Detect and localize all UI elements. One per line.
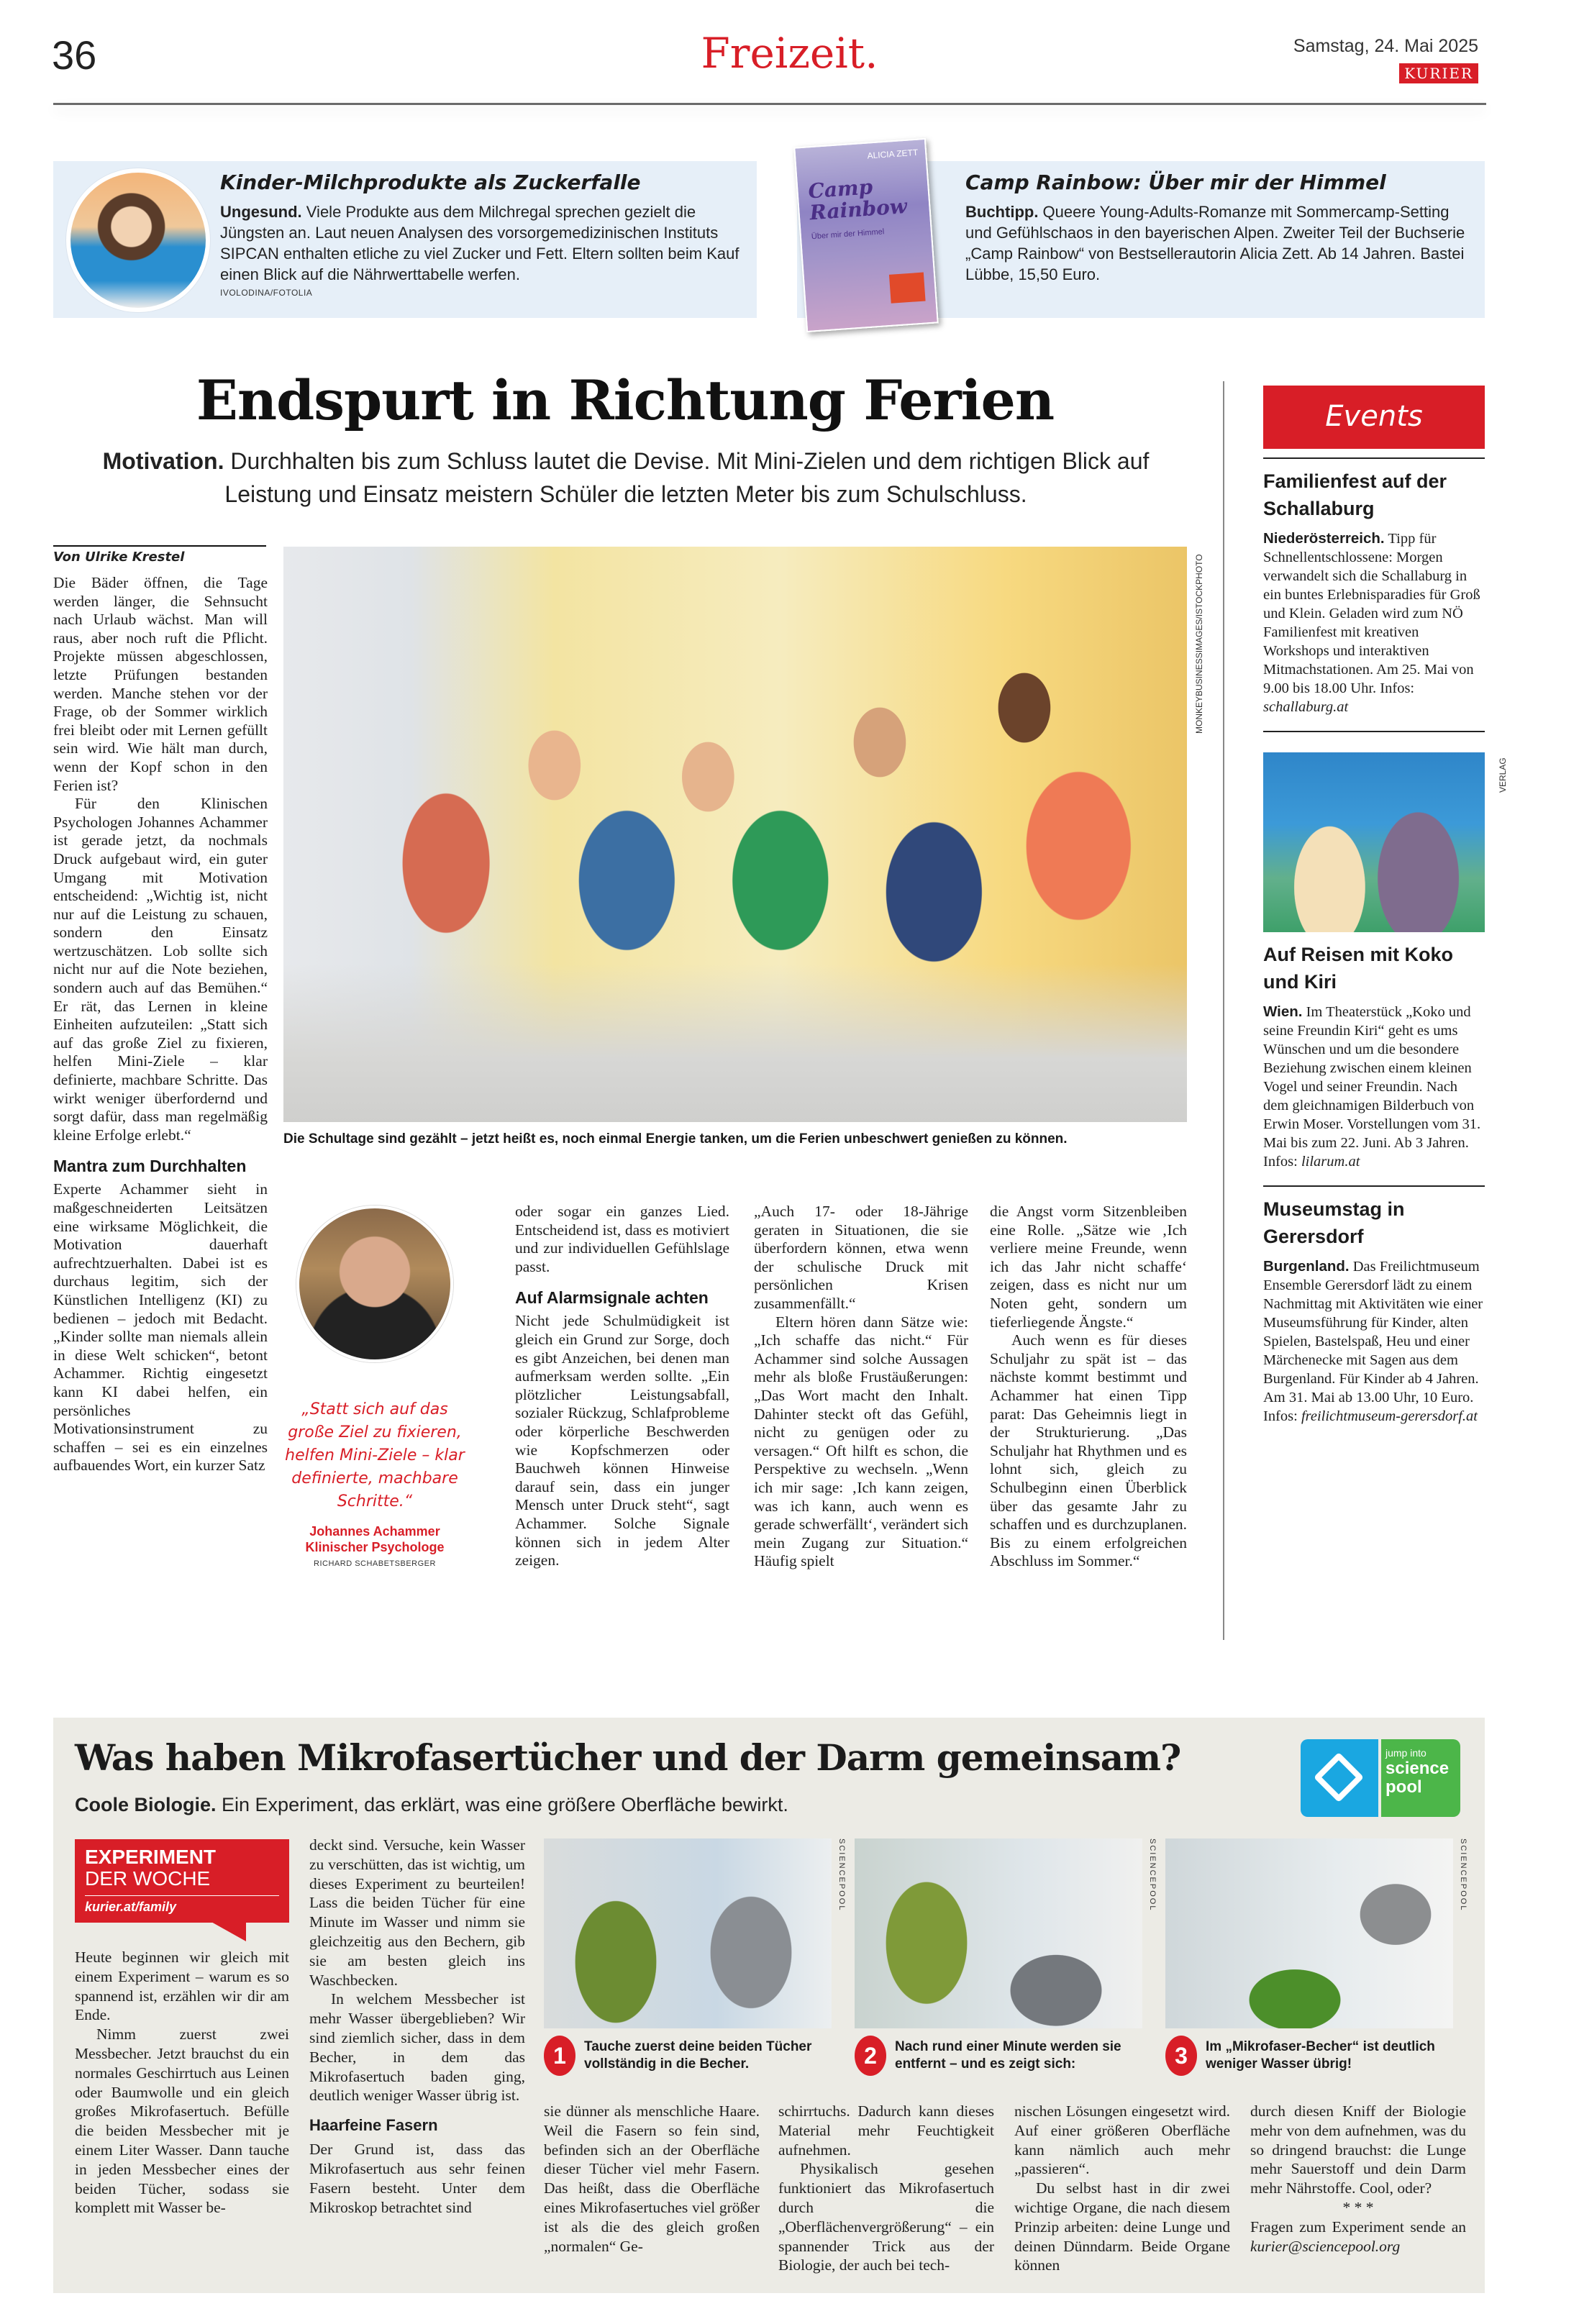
koko-kiri-plush-photo [1263, 752, 1485, 932]
dek-text: Ein Experiment, das erklärt, was eine größere Oberfläche bewirkt. [216, 1794, 788, 1815]
teaser-title: Kinder-Milchprodukte als Zuckerfalle [220, 170, 641, 194]
experiment-step-2 [855, 2036, 1150, 2076]
badge-divider [85, 1895, 279, 1896]
child-eating-yogurt-photo [66, 168, 210, 312]
teaser-kicker: Buchtipp. [965, 203, 1039, 221]
subheading: Auf Alarmsignale achten [515, 1288, 709, 1308]
paragraph: Der Grund ist, dass das Mikrofasertuch aus sehr feinen Fasern besteht. Unter dem Mikroskop betrachtet sind [309, 2141, 525, 2216]
paragraph: „Auch 17- oder 18-Jährige geraten in Situationen, die sie überfordern können, etwa wenn der schulische Druck mit persönlichen Krisen zusammenfällt.“ [754, 1203, 968, 1312]
column-divider [1223, 381, 1224, 1640]
paragraph: Heute beginnen wir gleich mit einem Experiment – warum es so spannend ist, erzählen wir dir am Ende. [75, 1949, 289, 2024]
pull-quote-block [285, 1206, 465, 1568]
logo-arrow-icon [1314, 1752, 1364, 1803]
paragraph: durch diesen Kniff der Biologie mehr von dem aufnehmen, was du so dringend brauchst: die Lunge mehr Sauerstoff und dein Darm mehr Nährstoffe. Cool, oder? [1250, 2102, 1466, 2197]
subheading: Haarfeine Fasern [309, 2116, 438, 2135]
photo-credit: SCIENCEPOOL [837, 1838, 846, 1912]
step-caption: Nach rund einer Minute werden sie entfernt – und es zeigt sich: [895, 2039, 1121, 2072]
byline-divider [53, 545, 266, 547]
teaser-paragraph [965, 201, 1469, 285]
experiment-badge [75, 1839, 289, 1923]
book-cover-badge [889, 273, 926, 304]
pull-quote: „Statt sich auf das große Ziel zu fixieren, helfen Mini-Ziele – klar definierte, machbare Schritte.“ [285, 1400, 465, 1510]
events-sidebar [1263, 386, 1508, 1426]
quote-person-role: Klinischer Psychologe [305, 1540, 445, 1554]
photo-credit: RICHARD SCHABETSBERGER [314, 1559, 436, 1568]
book-cover-image [793, 138, 939, 332]
paragraph: die Angst vorm Sitzenbleiben eine Rolle. „Sätze wie ‚Ich verliere meine Freunde, wenn ich das Jahr nicht schaffe‘ zeigen, dass es nicht nur um Noten geht, sondern um tieferliegende Ängste.“ [990, 1203, 1187, 1331]
logo-line: jump into [1385, 1747, 1426, 1759]
contact-text: Fragen zum Experiment sende an [1250, 2218, 1466, 2236]
sciencepool-logo [1301, 1739, 1460, 1817]
subheading: Mantra zum Durchhalten [53, 1157, 247, 1176]
paragraph: schirrtuchs. Dadurch kann dieses Material mehr Feuchtigkeit aufnehmen. [778, 2102, 994, 2159]
paragraph: In welchem Messbecher ist mehr Wasser übergeblieben? Wir sind ziemlich sicher, dass in dem Becher, in dem das Mikrofasertuch baden ging, deutlich weniger Wasser übrig ist. [309, 1990, 525, 2105]
logo-line: science [1385, 1759, 1450, 1778]
experiment-step-1-photo [544, 1838, 832, 2028]
step-caption: Im „Mikrofaser-Becher“ ist deutlich weniger Wasser übrig! [1206, 2039, 1435, 2072]
students-running-photo [283, 547, 1187, 1122]
paragraph: Nimm zuerst zwei Messbecher. Jetzt brauchst du ein normales Geschirrtuch aus Leinen oder Baumwolle und ein gleich großes Mikrofasertuch. Befülle die beiden Messbecher mit je einem Liter Wasser. Dann tauche in jeden Messbecher eines der beiden Tücher, sodass sie komplett mit Wasser be- [75, 2025, 289, 2217]
book-cover-subtitle: Über mir der Himmel [811, 227, 885, 242]
photo-credit: VERLAG [1498, 757, 1508, 793]
events-divider [1263, 731, 1485, 732]
event-region: Niederösterreich. [1263, 530, 1385, 547]
teaser-title: Camp Rainbow: Über mir der Himmel [965, 170, 1386, 194]
article-column-4 [754, 1203, 968, 1571]
science-column-5 [1014, 2102, 1230, 2275]
article-column-1 [53, 574, 268, 1475]
science-column-2 [309, 1836, 525, 2217]
contact-email-link[interactable]: kurier@sciencepool.org [1250, 2237, 1401, 2255]
book-cover-title: Camp Rainbow [807, 175, 908, 225]
paragraph: Die Bäder öffnen, die Tage werden länger, die Sehnsucht nach Urlaub wächst. Man will raus, aber noch ruft die Pflicht. Projekte müssen abgeschlossen, letzte Prüfungen bestanden werden. Manche stehen vor der Frage, ob der Sommer wirklich frei bleibt oder mit Lernen gefüllt sein wird. Wie hält man durch, wenn der Kopf schon in den Ferien ist? [53, 574, 268, 794]
paragraph: sie dünner als menschliche Haare. Weil die Fasern so fein sind, befinden sich an der Oberfläche dieser Tücher viel mehr Fasern. Das heißt, dass die Oberfläche eines Mikrofasertuches viel größer ist als die des gleich großen „normalen“ Ge- [544, 2102, 760, 2255]
section-break-stars: * * * [1342, 2198, 1374, 2216]
events-header: Events [1263, 386, 1485, 449]
events-divider [1263, 1185, 1485, 1187]
paragraph: Du selbst hast in dir zwei wichtige Organe, die nach diesem Prinzip arbeiten: deine Lunge und deinen Dünndarm. Beide Organe können [1014, 2179, 1230, 2274]
book-cover-author: ALICIA ZETT [867, 147, 919, 161]
header-divider [53, 103, 1486, 105]
quote-person-name: Johannes Achammer [309, 1524, 440, 1539]
dek-kicker: Coole Biologie. [75, 1794, 217, 1815]
step-number-badge: 3 [1165, 2036, 1197, 2076]
sciencepool-logo-text [1381, 1739, 1460, 1817]
pull-quote-attribution [305, 1523, 444, 1555]
event-link[interactable]: freilichtmuseum-gerersdorf.at [1301, 1408, 1478, 1424]
section-title: Freizeit. [701, 29, 878, 78]
paragraph: deckt sind. Versuche, kein Wasser zu verschütten, das ist wichtig, um dieses Experiment zu beurteilen! Lass die beiden Tücher für eine Minute im Wasser und nimm sie gleichzeitig aus den Bechern, gib sie am besten gleich ins Waschbecken. [309, 1836, 525, 1989]
event-region: Wien. [1263, 1003, 1303, 1020]
contact-line [1250, 2218, 1466, 2256]
photo-credit: SCIENCEPOOL [1148, 1838, 1157, 1912]
science-dek [75, 1792, 1283, 1817]
paragraph: Auch wenn es für dieses Schuljahr zu spät ist – das nächste kommt bestimmt und Achammer hat einen Tipp parat: Das Geheimnis liegt in der Strukturierung. „Das Schuljahr hat Rhythmen und es lohnt sich, gleich zu Schulbeginn einen Überblick über das gesamte Jahr zu schaffen und es durchzuplanen. Bis zu einem erfolgreichen Abschluss im Sommer.“ [990, 1331, 1187, 1570]
event-text: Tipp für Schnellentschlossene: Morgen verwandelt sich die Schallaburg in ein buntes Erlebnisparadies für Groß und Klein. Geladen wird zum NÖ Familienfest mit kreativen Workshops und interaktiven Mitmachstationen. Am 25. Mai von 9.00 bis 18.00 Uhr. Infos: [1263, 531, 1480, 696]
paragraph: Eltern hören dann Sätze wie: „Ich schaffe das nicht.“ Für Achammer sind solche Aussagen mehr als bloße Frustäußerungen: „Das Wort macht den Inhalt. Dahinter steckt oft das Gefühl, nicht zu genügen oder zu versagen.“ Oft hilft es schon, die Perspektive zu wechseln. „Wenn ich mir sage: ‚Ich kann zeigen, was ich kann, auch wenn es gerade schwerfällt‘, verändert sich mein Zugang zur Situation.“ Häufig spielt [754, 1313, 968, 1570]
experiment-step-3-photo [1165, 1838, 1453, 2028]
article-headline: Endspurt in Richtung Ferien [196, 368, 1055, 432]
paragraph: oder sogar ein ganzes Lied. Entscheidend ist, dass es motiviert und zur individuellen Gefühlslage passt. [515, 1203, 729, 1275]
paragraph: Physikalisch gesehen funktioniert das Mikrofasertuch durch die „Oberflächenvergrößerung“ – ein spannender Trick aus der Biologie, der auch bei tech- [778, 2160, 994, 2274]
article-column-5 [990, 1203, 1187, 1571]
science-column-3 [544, 2102, 760, 2256]
science-column-4 [778, 2102, 994, 2275]
science-headline: Was haben Mikrofasertücher und der Darm gemeinsam? [75, 1736, 1181, 1779]
badge-link[interactable]: kurier.at/family [85, 1900, 177, 1914]
issue-date: Samstag, 24. Mai 2025 [1293, 36, 1478, 56]
event-photo-frame [1263, 752, 1508, 932]
dek-kicker: Motivation. [102, 448, 224, 474]
event-description [1263, 1003, 1486, 1171]
teaser-body: Viele Produkte aus dem Milchregal sprechen gezielt die Jüngsten an. Laut neuen Analysen des vorsorgemedizinischen Instituts SIPCAN enthalten etliche zu viel Zucker und Fett. Eltern sollten beim Kauf einen Blick auf die Nährwerttabelle werfen. [220, 203, 740, 283]
byline: Von Ulrike Krestel [53, 550, 185, 565]
event-title: Museumstag in Gerersdorf [1263, 1198, 1405, 1247]
event-description [1263, 1257, 1486, 1426]
photo-credit: MONKEYBUSINESSIMAGES/ISTOCKPHOTO [1194, 554, 1204, 734]
article-dek [94, 445, 1158, 511]
paragraph: Nicht jede Schulmüdigkeit ist gleich ein Grund zur Sorge, doch es gibt Anzeichen, bei denen man aufmerksam werden sollte. „Ein plötzlicher Leistungsabfall, sozialer Rückzug, Schlafprobleme oder körperliche Beschwerden wie Kopfschmerzen oder Bauchweh können Hinweise darauf sein, dass ein junger Mensch unter Druck steht“, sagt Achammer. Solche Signale können sich in jedem Alter zeigen. [515, 1312, 729, 1569]
article-column-3 [515, 1203, 729, 1570]
expert-portrait-photo [296, 1206, 453, 1362]
event-link[interactable]: schallaburg.at [1263, 699, 1349, 715]
step-number-badge: 1 [544, 2036, 575, 2076]
teaser-paragraph [220, 201, 745, 285]
event-text: Das Freilichtmuseum Ensemble Gerersdorf lädt zu einem Nachmittag mit Aktivitäten wie einer Museumsführung für Kinder, alten Spielen, Bastelspaß, Heu und einer Märchenecke mit Sagen aus dem Burgenland. Für Kinder ab 4 Jahren. Am 31. Mai ab 13.00 Uhr, 10 Euro. Infos: [1263, 1259, 1483, 1424]
step-caption: Tauche zuerst deine beiden Tücher vollständig in die Becher. [584, 2039, 812, 2072]
brand-logo: KURIER [1399, 63, 1478, 83]
photo-credit: IVOLODINA/FOTOLIA [220, 288, 313, 298]
photo-caption: Die Schultage sind gezählt – jetzt heißt es, noch einmal Energie tanken, um die Ferien unbeschwert genießen zu können. [283, 1131, 1068, 1147]
event-region: Burgenland. [1263, 1258, 1350, 1275]
logo-line: pool [1385, 1777, 1422, 1797]
science-column-6 [1250, 2102, 1466, 2256]
event-description [1263, 529, 1486, 716]
dek-text: Durchhalten bis zum Schluss lautet die Devise. Mit Mini-Zielen und dem richtigen Blick auf Leistung und Einsatz meistern Schüler die letzten Meter bis zum Schulschluss. [224, 448, 1150, 507]
teaser-body: Queere Young-Adults-Romanze mit Sommercamp-Setting und Gefühlschaos in den bayerischen Alpen. Zweiter Teil der Buchserie „Camp Rainbow“ von Bestsellerautorin Alicia Zett. Ab 14 Jahren. Bastei Lübbe, 15,50 Euro. [965, 203, 1465, 283]
experiment-step-1 [544, 2036, 839, 2076]
sciencepool-logo-mark [1301, 1739, 1378, 1817]
experiment-step-3 [1165, 2036, 1460, 2076]
paragraph: Experte Achammer sieht in maßgeschneiderten Leitsätzen eine wirksame Möglichkeit, die Motivation dauerhaft aufrechtzuerhalten. Dabei ist es durchaus legitim, sich der Künstlichen Intelligenz (KI) zu bedienen – jedoch mit Bedacht. „Kinder sollte man niemals allein in diese Welt schicken“, betont Achammer. Richtig eingesetzt kann KI dabei helfen, ein persönliches Motivationsinstrument zu schaffen – sei es ein einzelnes aufbauendes Wort, ein kurzer Satz [53, 1180, 268, 1475]
badge-line: DER WOCHE [85, 1867, 211, 1890]
teaser-milk-content [220, 170, 745, 298]
science-column-1 [75, 1948, 289, 2218]
event-title: Familienfest auf der Schallaburg [1263, 470, 1447, 519]
photo-credit: SCIENCEPOOL [1459, 1838, 1467, 1912]
event-text: Im Theaterstück „Koko und seine Freundin Kiri“ geht es ums Wünschen und um die besondere Beziehung zwischen einem kleinen Vogel und seiner Freundin. Nach dem gleichnamigen Bilderbuch von Erwin Moser. Vorstellungen vom 31. Mai bis zum 22. Juni. Ab 3 Jahren. Infos: [1263, 1004, 1481, 1170]
paragraph: Für den Klinischen Psychologen Johannes Achammer ist gerade jetzt, da nochmals Druck aufgebaut wird, ein guter Umgang mit Motivation entscheidend: „Wichtig ist, nicht nur auf die Leistung zu schauen, sondern den Einsatz wertzuschätzen. Lob sollte sich nicht nur auf die Note beziehen, sondern auch auf das Bemühen.“ Er rät, das Lernen in kleine Einheiten aufzuteilen: „Statt sich auf das große Ziel zu fixieren, helfen Mini-Ziele – klar definierte, machbare Schritte. Das wirkt weniger überfordernd und sorgt dafür, dass man regelmäßig kleine Erfolge erlebt.“ [53, 795, 268, 1144]
teaser-kicker: Ungesund. [220, 203, 302, 221]
step-number-badge: 2 [855, 2036, 886, 2076]
teaser-book-content [965, 170, 1469, 285]
badge-line: EXPERIMENT [85, 1846, 217, 1868]
event-link[interactable]: lilarum.at [1301, 1154, 1360, 1170]
events-divider [1263, 457, 1485, 459]
page-number: 36 [52, 32, 97, 78]
experiment-step-2-photo [855, 1838, 1142, 2028]
event-title: Auf Reisen mit Koko und Kiri [1263, 944, 1454, 993]
paragraph: nischen Lösungen eingesetzt wird. Auf einer größeren Oberfläche kann nämlich auch mehr „passieren“. [1014, 2102, 1230, 2178]
